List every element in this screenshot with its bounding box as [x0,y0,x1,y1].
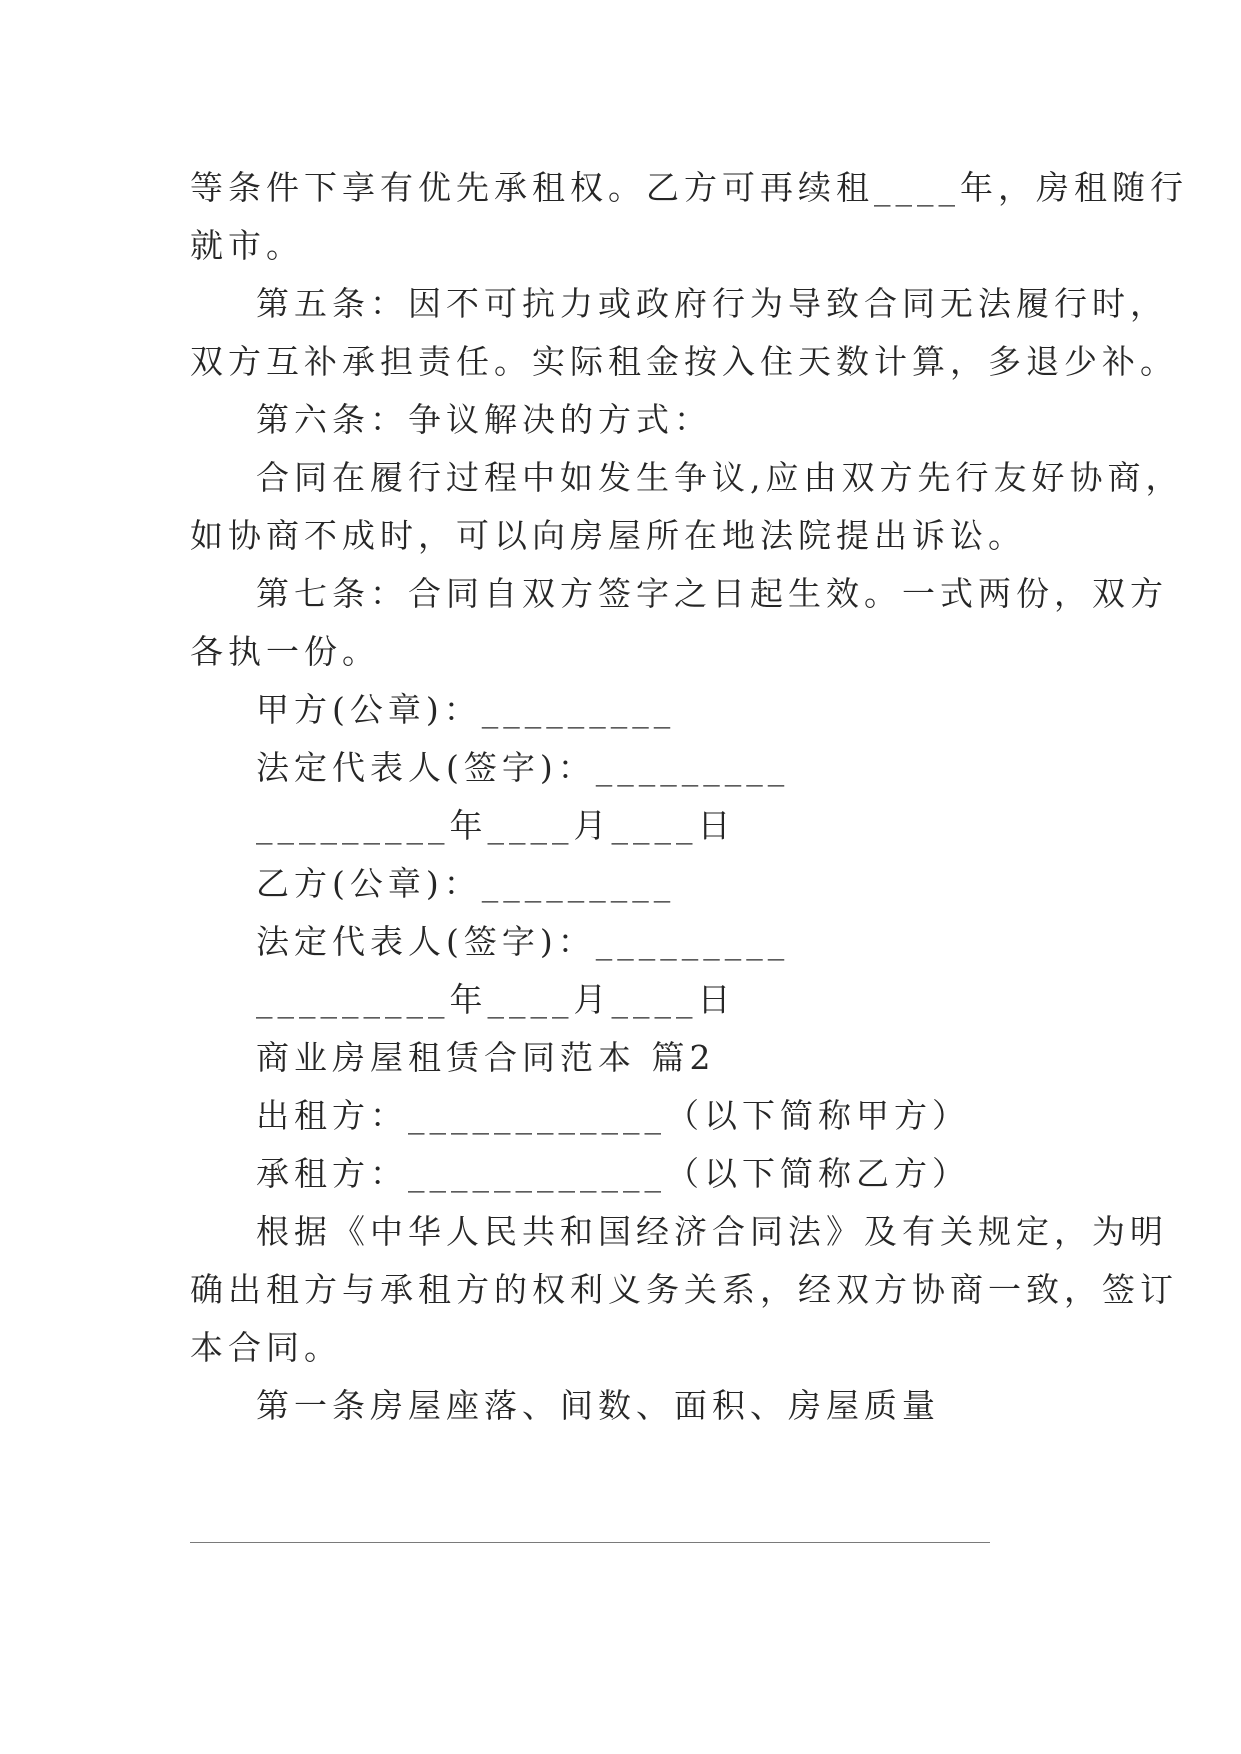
party-a-representative-line: 法定代表人(签字)：_________ [256,748,790,787]
paragraph-line: 就市。 [190,226,304,265]
paragraph-line: 确出租方与承租方的权利义务关系，经双方协商一致，签订 [190,1270,1178,1309]
paragraph-line: 等条件下享有优先承租权。乙方可再续租____年，房租随行 [190,168,1188,207]
article-6-heading: 第六条：争议解决的方式： [256,400,712,439]
section-title: 商业房屋租赁合同范本 篇2 [256,1038,716,1077]
party-a-date-line: _________年____月____日 [256,806,736,845]
article-7-line: 第七条：合同自双方签字之日起生效。一式两份，双方 [256,574,1168,613]
paragraph-line: 本合同。 [190,1328,342,1367]
paragraph-line: 双方互补承担责任。实际租金按入住天数计算，多退少补。 [190,342,1178,381]
paragraph-line: 各执一份。 [190,632,380,671]
party-a-seal-line: 甲方(公章)：_________ [256,690,676,729]
lessee-line: 承租方：____________（以下简称乙方） [256,1154,970,1193]
party-b-date-line: _________年____月____日 [256,980,736,1019]
article-1-heading: 第一条房屋座落、间数、面积、房屋质量 [256,1386,940,1425]
paragraph-line: 根据《中华人民共和国经济合同法》及有关规定，为明 [256,1212,1168,1251]
paragraph-line: 合同在履行过程中如发生争议,应由双方先行友好协商， [256,458,1184,497]
party-b-representative-line: 法定代表人(签字)：_________ [256,922,790,961]
article-5-line: 第五条：因不可抗力或政府行为导致合同无法履行时， [256,284,1168,323]
paragraph-line: 如协商不成时，可以向房屋所在地法院提出诉讼。 [190,516,1026,555]
party-b-seal-line: 乙方(公章)：_________ [256,864,676,903]
lessor-line: 出租方：____________（以下简称甲方） [256,1096,970,1135]
footer-divider [190,1542,990,1543]
